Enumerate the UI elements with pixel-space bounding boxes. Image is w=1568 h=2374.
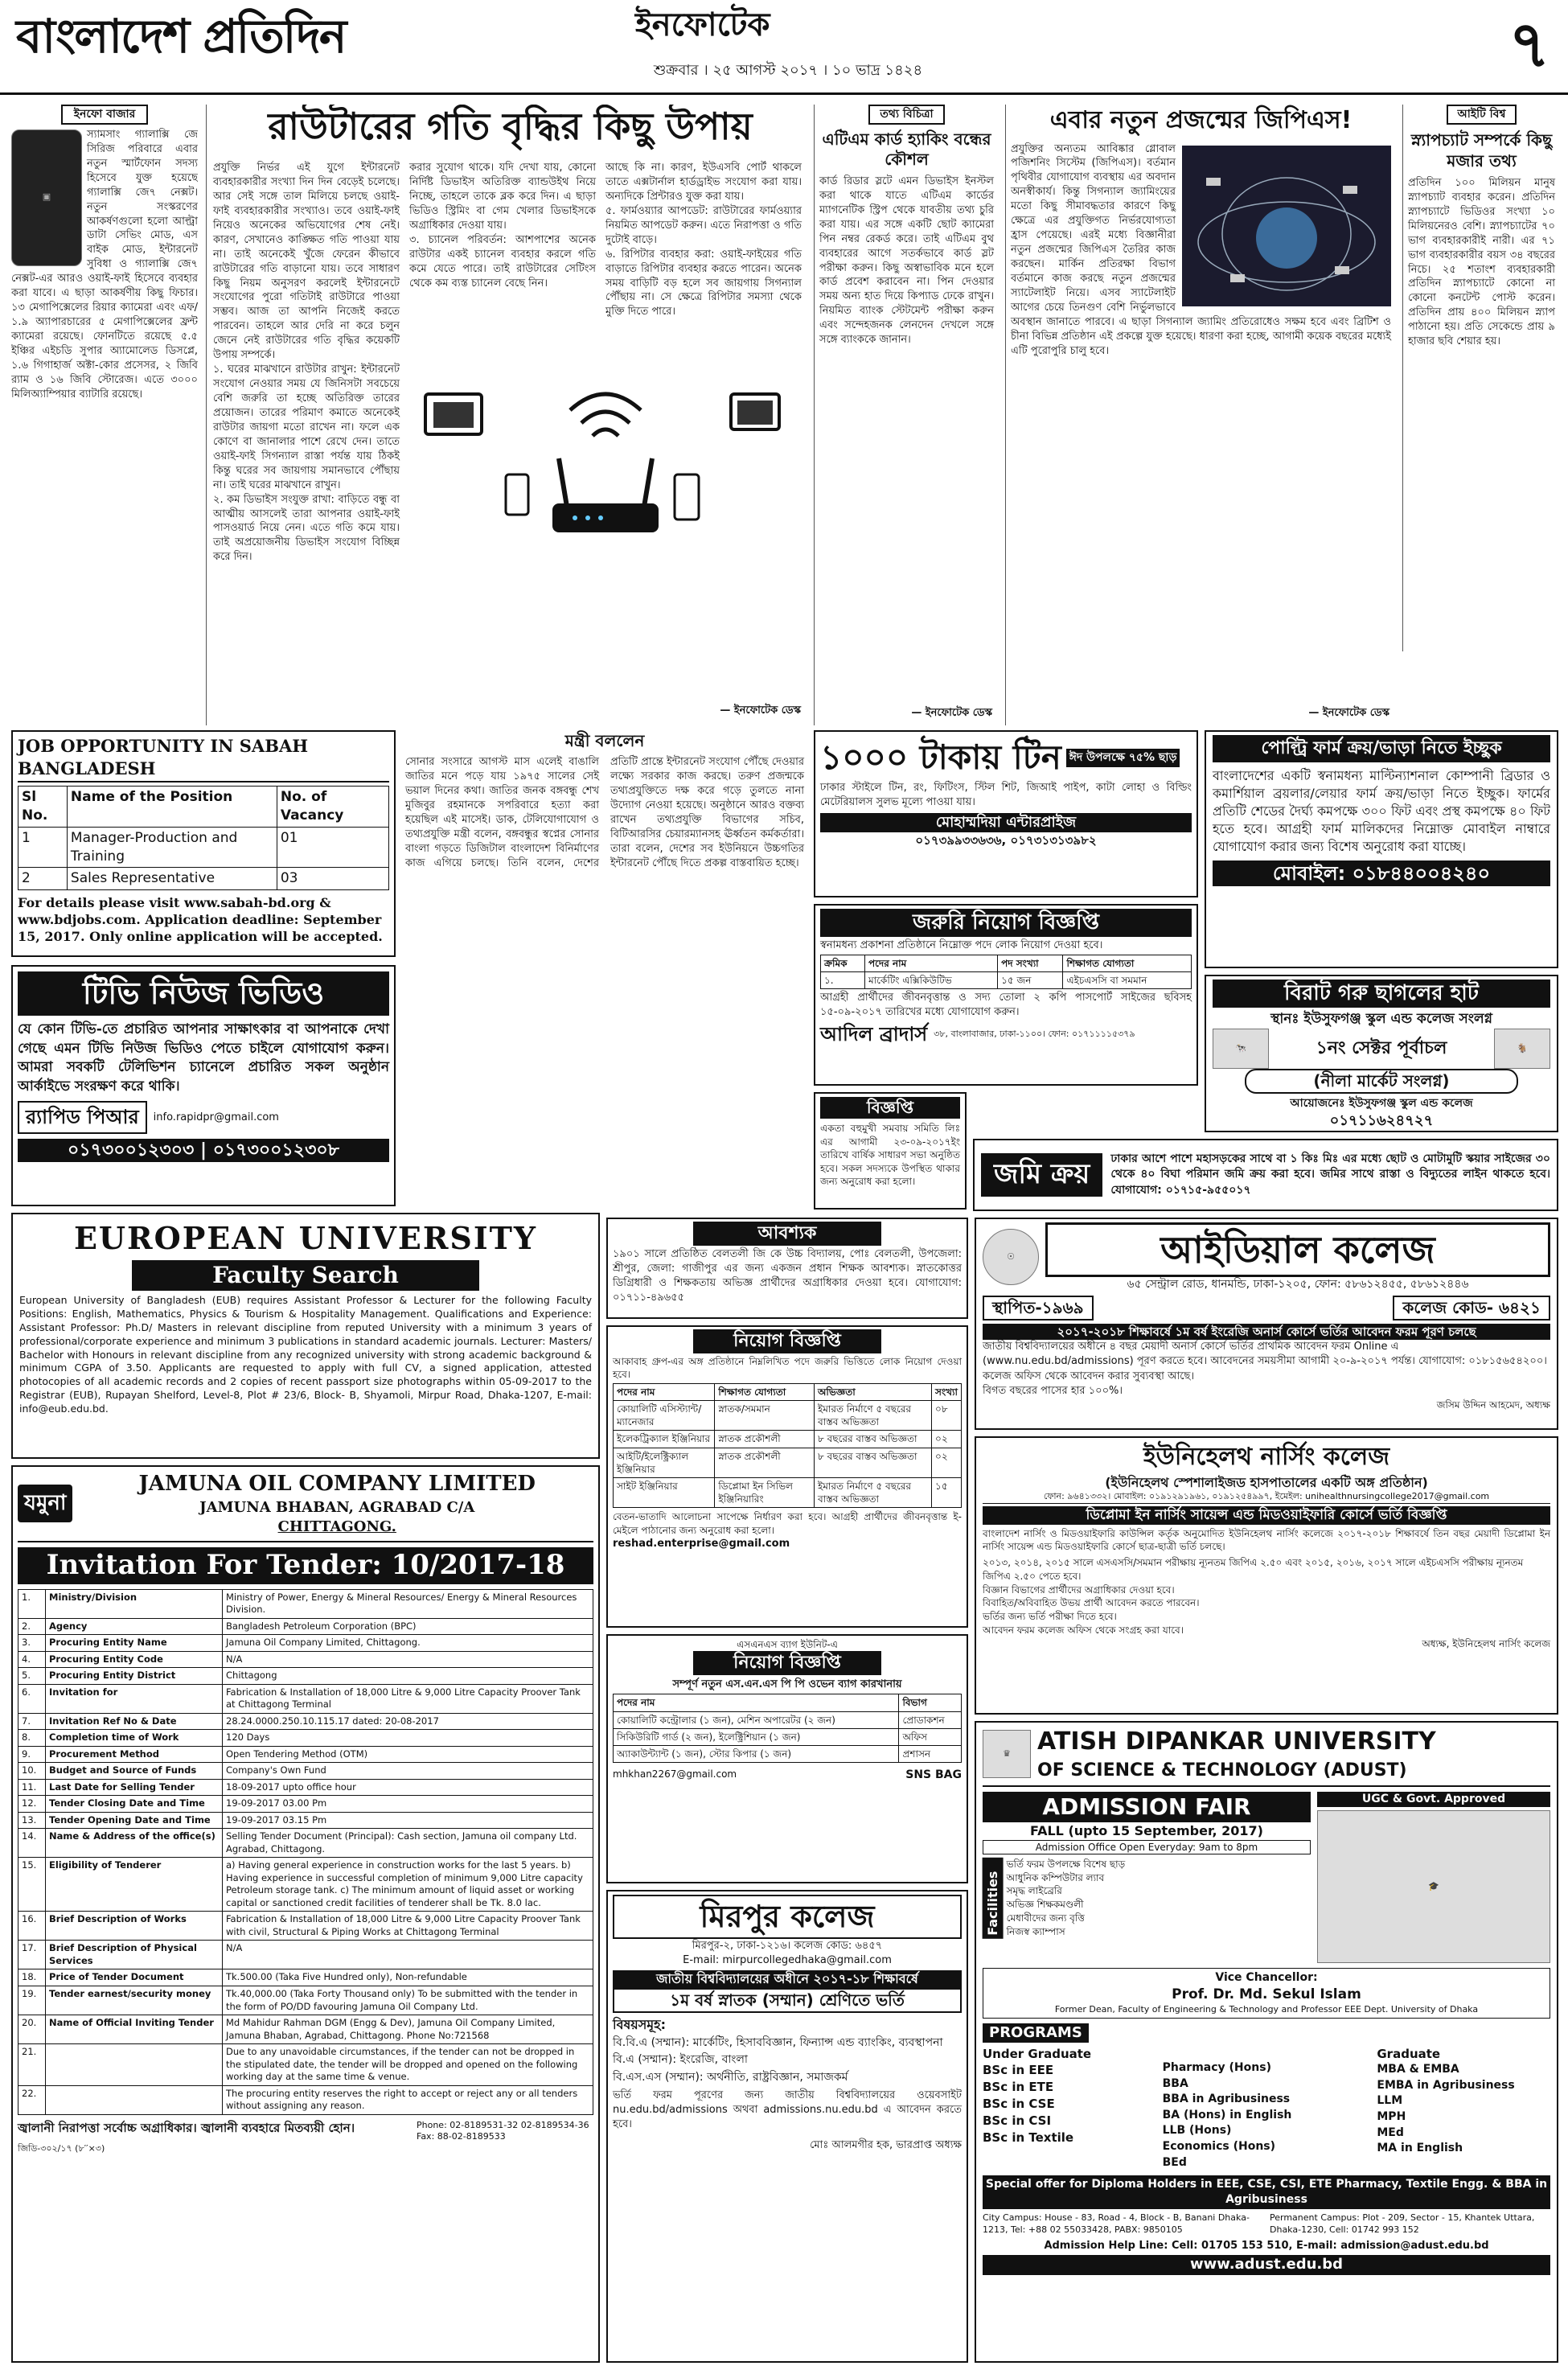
router-article (206, 105, 807, 725)
newspaper-logo: বাংলাদেশ প্রতিদিন (16, 9, 346, 64)
router-col-1: প্রযুক্তি নির্ভর এই যুগে ইন্টারনেট ব্যবহারকারীর সংখ্যা দিন দিন বেড়েই চলেছে। আর সেই সঙ্গে তাল মিলিয়ে চলছে ওয়াই-ফাই ব্যবহারকারীর সংখ্যাও। তবে ওয়াই-ফাই নিয়েও অনেকের অভিযোগের শেষ নেই। কারণ, সেখানেও কাঙ্ক্ষিত গতি পাওয়া যায় না। তাই অনেকেই খুঁজে ফেরেন কীভাবে রাউটারের গতি বাড়ানো যায়। তবে সাধারণ কিছু নিয়ম অনুসরণ করলেই ইন্টারনেটে সংযোগের পুরো গতিটাই রাউটারে পাওয়া সম্ভব। আজ তা আপনি নিজেই করতে পারবেন। তাহলে আর দেরি না করে চলুন জেনে নেই রাউটারের গতি বৃদ্ধির কয়েকটি উপায় সম্পর্কে। ১. ঘরের মাঝখানে রাউটার রাখুন: ইন্টারনেট সংযোগ নেওয়ার সময় যে জিনিসটা সবচেয়ে বেশি জরুরি তা হচ্ছে অতিরিক্ত তারের প্রয়োজন। তারের পরিমাণ কমাতে অনেকেই রাউটার জায়গা মতো রাখেন না। ফলে এক কোণে বা জানালার পাশে রেখে দেন। তাতে ওয়াই-ফাই সিগন্যাল রাস্তা পর্যন্ত যায় ঠিকই কিন্তু ঘরের সব জায়গায় সমানভাবে পৌঁছায় না। তাই ঘরের মাঝখানে রাখুন। ২. কম ডিভাইস সংযুক্ত রাখা: বাড়িতে বন্ধু বা আত্মীয় আসলেই তারা আপনার ওয়াই-ফাই পাসওয়ার্ড নিয়ে নেন। এতে গতি কমে যায়। তাই অপ্রয়োজনীয় ডিভাইস সংযোগ বিচ্ছিন্ন করে দিন। (213, 162, 400, 564)
jamuna-gd: জিডি-৩০২/১৭ (৮′′×৩) (18, 2143, 105, 2154)
table-row: 2. Agency Bangladesh Petroleum Corporation (BPC) (18, 1618, 593, 1635)
required-ad (606, 1218, 968, 1319)
table-row: 16. Brief Description of Works Fabrication & Installation of 18,000 Litre & 9,000 Litre Capacity Proover Tank with civil, Structural & Piping Works at Chittagong Terminal (18, 1912, 593, 1941)
mirpur-subjects (613, 2035, 962, 2086)
eub-ad (11, 1213, 600, 1459)
list-item: বিগত বছরের পাসের হার ১০০%। (983, 1384, 1123, 1397)
list-item: BSc in ETE (983, 2080, 1054, 2095)
eub-title: EUROPEAN UNIVERSITY (73, 1220, 538, 1256)
jamuna-logo: যমুনা (18, 1485, 72, 1522)
snapchat-text: প্রতিদিন ১০০ মিলিয়ন মানুষ স্ন্যাপচ্যাট ব্যবহার করেন। প্রতিদিন স্ন্যাপচ্যাটে ভিডিওর সংখ্যা ১০ মিলিয়নেরও বেশি। স্ন্যাপচ্যাটের ৭০ ভাগ ব্যবহারকারীই নারী। এর ৭১ ভাগ ব্যবহারকারীর বয়স ৩৪ বছরের নিচে। ২৫ শতাংশ ব্যবহারকারী প্রতিদিন স্ন্যাপচ্যাটে কোনো না কোনো কনটেন্ট পোস্ট করেন। প্রতিদিন প্রায় ৪০০ মিলিয়ন স্ন্যাপ পাঠানো হয়। প্রতি সেকেন্ডে প্রায় ৯ হাজার ছবি শেয়ার হয়। (1408, 176, 1555, 348)
jamuna-addr1: JAMUNA BHABAN, AGRABAD C/A (199, 1499, 475, 1517)
ideal-est: স্থাপিত-১৯৬৯ (983, 1296, 1094, 1320)
poultry-ad (1205, 730, 1558, 968)
adust-offer: Special offer for Diploma Holders in EEE, CSE, CSI, ETE Pharmacy, Textile Engg. & BBA in Agribusiness (983, 2175, 1550, 2209)
table-row: 10. Budget and Source of Funds Company's Own Fund (18, 1763, 593, 1780)
table-row: 4. Procuring Entity Code N/A (18, 1651, 593, 1668)
list-item: Pharmacy (Hons) (1162, 2061, 1271, 2075)
urgent-title: জরুরি নিয়োগ বিজ্ঞপ্তি (820, 909, 1192, 937)
table-row: 1. Ministry/Division Ministry of Power, Energy & Mineral Resources/ Energy & Mineral Resources Division. (18, 1589, 593, 1618)
col-header: পদের নাম (614, 1383, 715, 1400)
table-row: 1 Manager-Production and Training 01 (18, 827, 389, 868)
tin-brand: মোহাম্মদিয়া এন্টারপ্রাইজ (820, 813, 1192, 832)
table-row: কোয়ালিটি এসিস্ট্যান্ট/ম্যানেজার স্নাতক/সমমান ইমারত নির্মাণে ৫ বছরের বাস্তব অভিজ্ঞতা ০৮ (614, 1400, 962, 1430)
adust-ug-label: Under Graduate (983, 2047, 1092, 2062)
mirpur-text: ভর্তি ফরম পূরণের জন্য জাতীয় বিশ্ববিদ্যালয়ের ওয়েবসাইট nu.edu.bd/admissions অথবা admissions.nu.edu.bd এ আবেদন করতে হবে। (613, 2089, 962, 2131)
adust-vc-label: Vice Chancellor: (1215, 1971, 1318, 1985)
atm-headline: এটিএম কার্ড হ্যাকিং বন্ধের কৌশল (822, 129, 991, 169)
table-row: 3. Procuring Entity Name Jamuna Oil Company Limited, Chittagong. (18, 1635, 593, 1652)
mirpur-title: মিরপুর কলেজ (613, 1895, 962, 1939)
adust-grad-list (1377, 2062, 1550, 2157)
snapchat-headline: স্ন্যাপচ্যাট সম্পর্কে কিছু মজার তথ্য (1410, 129, 1553, 170)
list-item: BBA in Agribusiness (1162, 2093, 1291, 2106)
ideal-code: কলেজ কোড- ৬৪২১ (1393, 1296, 1550, 1320)
minister-article (402, 730, 807, 1152)
poultry-text: বাংলাদেশের একটি স্বনামধন্য মাল্টিন্যাশনাল কোম্পানী ব্রিডার ও কমার্শিয়াল ব্রয়লার/লেয়ার ফার্ম ক্রয়/ভাড়া নিতে ইচ্ছুক। ফার্মের প্রতিটি শেডের দৈর্ঘ্য কমপক্ষে ৩০০ ফিট এবং প্রস্থ কমপক্ষে ৪০ ফিট হতে হবে। আগ্রহী ফার্ম মালিকদের নিম্নোক্ত মোবাইল নাম্বারে যোগাযোগ করার জন্য বিশেষ অনুরোধ করা যাচ্ছে। (1213, 767, 1550, 854)
jamuna-slogan: জ্বালানী নিরাপত্তা সর্বোচ্চ অগ্রাধিকার। জ্বালানী ব্যবহারে মিতব্যয়ী হোন। (18, 2120, 355, 2135)
urgent-brand: আদিল ব্রাদার্স (820, 1023, 928, 1046)
snapchat-article (1402, 105, 1560, 651)
land-purchase-ad (973, 1139, 1558, 1211)
list-item: ভর্তির জন্য ভর্তি পরীক্ষা দিতে হবে। (983, 1611, 1117, 1623)
urgent-address: ৩৮, বাংলাবাজার, ঢাকা-১১০০। ফোন: ০১৭১১১১৫৩৭৯ (934, 1029, 1135, 1040)
table-row: সিকিউরিটি গার্ড (২ জন), ইলেক্ট্রিশিয়ান (১ জন) অফিস (614, 1728, 962, 1745)
list-item: কলেজ অফিস থেকে আবেদন করার সুব্যবস্থা আছে। (983, 1370, 1195, 1382)
list-item: BSc in Textile (983, 2130, 1074, 2146)
list-item: নিজস্ব ক্যাম্পাস (1006, 1925, 1065, 1937)
page-number: ৭ (1508, 7, 1550, 82)
adust-badge: UGC & Govt. Approved (1317, 1792, 1550, 1807)
adust-office: Admission Office Open Everyday: 9am to 8pm (983, 1840, 1311, 1854)
table-row: 18. Price of Tender Document Tk.500.00 (Taka Five Hundred only), Non-refundable (18, 1969, 593, 1986)
adust-facilities-label: Facilities (983, 1858, 1004, 1939)
table-row: 5. Procuring Entity District Chittagong (18, 1668, 593, 1685)
ideal-college-ad (975, 1218, 1558, 1430)
cattle-org: আয়োজনেঃ ইউসুফগঞ্জ স্কুল এন্ড কলেজ (1290, 1097, 1473, 1111)
cattle-sector: ১নং সেক্টর পূর্বাচল (1316, 1038, 1447, 1059)
info-bazar-text: স্যামসাং গ্যালাক্সি জে সিরিজ পরিবারে এবার নতুন স্মার্টফোন সদস্য হিসেবে যুক্ত হয়েছে গ্যালাক্সি জে৭ নেক্সট। নতুন সংস্করণের আকর্ষণগুলো হলো আল্ট্রা ডাটা সেভিং মোড, এস বাইক মোড, ইন্টারনেট সুবিধা ও গ্যালাক্সি জে৭ নেক্সট-এর আরও ওয়াই-ফাই হিসেবে ব্যবহার করা যাবে। এ ছাড়া আকর্ষণীয় কিছু ফিচার। ১৩ মেগাপিক্সেলের রিয়ার ক্যামেরা এবং এফ/১.৯ অ্যাপারচারের ৫ মেগাপিক্সেলের ফ্রন্ট ক্যামেরা রয়েছে। ফোনটিতে রয়েছে ৫.৫ ইঞ্চির এইচডি সুপার অ্যামোলেড ডিসপ্লে, ১.৬ গিগাহার্জ অক্টা-কোর প্রসেসর, ২ জিবি র‍্যাম ও ১৬ জিবি স্টোরেজ। এতে ৩০০০ মিলিঅ্যাম্পিয়ার ব্যাটারি রয়েছে। (11, 128, 198, 400)
urgent-recruit-ad (814, 904, 1198, 1086)
list-item: বিজ্ঞান বিভাগের প্রার্থীদের অগ্রাধিকার দেওয়া হবে। (983, 1583, 1175, 1596)
list-item: LLB (Hons) (1162, 2124, 1232, 2138)
unihealth-title: ইউনিহেলথ নার্সিং কলেজ (1143, 1443, 1390, 1471)
mirpur-course: ১ম বর্ষ স্নাতক (সম্মান) শ্রেণিতে ভর্তি (613, 1988, 962, 2013)
adust-website[interactable]: www.adust.edu.bd (983, 2255, 1550, 2274)
jamuna-company: JAMUNA OIL COMPANY LIMITED (138, 1472, 536, 1496)
list-item: বি.এ (সম্মান): ইংরেজি, বাংলা (613, 2053, 748, 2067)
list-item: MEd (1377, 2126, 1404, 2139)
appointment-ad (606, 1325, 968, 1628)
gps-headline: এবার নতুন প্রজন্মের জিপিএস! (1049, 106, 1353, 134)
urgent-text: আগ্রহী প্রার্থীদের জীবনবৃত্তান্ত ও সদ্য তোলা ২ কপি পাসপোর্ট সাইজের ছবিসহ ১৫-০৯-২০১৭ তারিখের মধ্যে যোগাযোগ করুন। (820, 992, 1192, 1019)
table-row: 6. Invitation for Fabrication & Installation of 18,000 Litre & 9,000 Litre Capacity Proover Tank at Chittagong Terminal (18, 1684, 593, 1713)
unihealth-points (983, 1556, 1550, 1637)
tin-ad (814, 730, 1198, 897)
cattle-sub: (নীলা মার্কেট সংলগ্ন) (1245, 1069, 1518, 1094)
eub-text: European University of Bangladesh (EUB) requires Assistant Professor & Lecturer for the following Faculty Positions: English, Mathematics, Physics & Tourism & Hospitality Management. Qualifications and Experience: Assistant Professor: Ph.D/ Masters in relevant discipline from reputed University with a minimum 3 years of professional/corporate experience and minimum 3 publications in standard academic journals. Lecturer: Masters/ Bachelor with Honours in relevant discipline from any recognized university with strong academic background & minimum CGPA of 3.50. Applicants are requested to apply with full CV, a signed application, attested photocopies of all academic records and 2 copies of recent passport size photographs within 05-09-2017 to the Registrar (EUB), Rupayan Shelford, Level-8, Plot # 23/6, Block- B, Shyamoli, Mirpur Road, Dhaka-1207, E-mail: info@eub.edu.bd. (19, 1294, 592, 1415)
list-item: MBA & EMBA (1377, 2063, 1459, 2076)
tin-text: ঢাকার স্টাইলে টিন, রং, ফিটিংস, স্টিল শিট, জিআই পাইপ, কাটা লোহা ও বিল্ডিং মেটেরিয়ালস সুলভ মূল্যে পাওয়া যায়। (820, 781, 1192, 808)
cattle-phone: ০১৭১১৬২৪৭২৭ (1329, 1111, 1434, 1129)
table-row: 7. Invitation Ref No & Date 28.24.0000.250.10.115.17 dated: 20-08-2017 (18, 1713, 593, 1730)
table-row: 15. Eligibility of Tenderer a) Having general experience in construction works for the last 5 years. b) Having experience in successful completion of minimum 9,000 Litre capacity Petroleum storage tank. c) The minimum amount of liquid asset or working capital or sanctioned credit facilities of tenderer shall be Tk. 8.0 lac. (18, 1858, 593, 1912)
adust-vc: Prof. Dr. Md. Sekul Islam (1172, 1986, 1361, 2002)
jamuna-phone: Phone: 02-8189531-32 02-8189534-36 Fax: 88-02-8189533 (417, 2119, 589, 2142)
col-header: পদ সংখ্যা (998, 955, 1063, 972)
notice-title: বিজ্ঞপ্তি (820, 1097, 960, 1119)
col-header: শিক্ষাগত যোগ্যতা (1063, 955, 1192, 972)
adust-name2: OF SCIENCE & TECHNOLOGY (ADUST) (1037, 1760, 1407, 1780)
unihealth-banner: ডিপ্লোমা ইন নার্সিং সায়েন্স এন্ড মিডওয়াইফারি কোর্সে ভর্তি বিজ্ঞপ্তি (983, 1506, 1550, 1525)
ideal-crest: ☉ (983, 1229, 1039, 1285)
notice-ad (814, 1092, 967, 1210)
adust-ad (975, 1721, 1558, 2363)
adust-helpline: Admission Help Line: Cell: 01705 153 510, E-mail: admission@adust.edu.bd (1044, 2239, 1489, 2252)
sns-top: এসএনএস ব্যাগ ইউনিট-এ (737, 1639, 838, 1650)
unihealth-text: বাংলাদেশ নার্সিং ও মিডওয়াইফারি কাউন্সিল কর্তৃক অনুমোদিত ইউনিহেলথ নার্সিং কলেজে ২০১৭-২০১৮ শিক্ষাবর্ষে তিন বছর মেয়াদী ডিপ্লোমা ইন নার্সিং সায়েন্স এন্ড মিডওয়াইফারি কোর্সে ছাত্র-ছাত্রী ভর্তি চলছে। (983, 1527, 1550, 1553)
adust-programs-label: PROGRAMS (983, 2023, 1089, 2043)
list-item: বিবাহিত/অবিবাহিত উভয় প্রার্থী আবেদন করতে পারবেন। (983, 1597, 1200, 1609)
unihealth-sub: (ইউনিহেলথ স্পেশালাইজড হাসপাতালের একটি অঙ্গ প্রতিষ্ঠান) (1105, 1474, 1428, 1490)
info-bazar-label: ইনফো বাজার (61, 105, 149, 125)
poultry-phone: মোবাইল: ০১৮৪৪০০৪২৪০ (1213, 860, 1550, 886)
col-header: Sl No. (18, 786, 68, 827)
snapchat-label: আইটি বিশ্ব (1447, 105, 1517, 125)
mirpur-sign: মোঃ আলমগীর হক, ভারপ্রাপ্ত অধ্যক্ষ (810, 2139, 962, 2152)
tv-news-email[interactable]: info.rapidpr@gmail.com (153, 1111, 279, 1123)
tin-title: ১০০০ টাকায় টিন (820, 737, 1061, 777)
list-item: BBA (1162, 2076, 1188, 2090)
list-item: BSc in CSE (983, 2097, 1055, 2112)
table-row: 2 Sales Representative 03 (18, 868, 389, 890)
sns-table (613, 1694, 962, 1763)
table-row: 12. Tender Closing Date and Time 19-09-2017 03.00 Pm (18, 1796, 593, 1813)
col-header: সংখ্যা (932, 1383, 962, 1400)
col-header: পদের নাম (614, 1694, 899, 1711)
col-header: অভিজ্ঞতা (815, 1383, 932, 1400)
gps-satellite-diagram (1182, 146, 1391, 306)
urgent-table (820, 955, 1192, 989)
adust-fair: ADMISSION FAIR (983, 1792, 1311, 1822)
adust-fall: FALL (upto 15 September, 2017) (1030, 1822, 1263, 1838)
cattle-title: বিরাট গরু ছাগলের হাট (1213, 980, 1550, 1008)
table-row: 20. Name of Official Inviting Tender Md Mahidur Rahman DGM (Engg & Dev), Jamuna Oil Company Limited, Jamuna Bhaban, Agrabad, Chittagong. Phone No:721568 (18, 2015, 593, 2044)
mirpur-banner: জাতীয় বিশ্ববিদ্যালয়ের অধীনে ২০১৭-১৮ শিক্ষাবর্ষে (613, 1970, 962, 1988)
list-item: MA in English (1377, 2142, 1463, 2155)
gps-text: প্রযুক্তির অন্যতম আবিষ্কার গ্লোবাল পজিশনিং সিস্টেম (জিপিএস)। বর্তমান পৃথিবীর যোগাযোগ ব্যবস্থায় এর অবদান অনস্বীকার্য। কিন্তু সিগন্যাল জ্যামিংয়ের মতো কিছু সীমাবদ্ধতার কারণে কিছু ক্ষেত্রে এর প্রযুক্তিগত নির্ভরযোগ্যতা হ্রাস পেয়েছে। এরই মধ্যে বিজ্ঞানীরা নতুন প্রজন্মের জিপিএস তৈরির কাজ করছেন। মার্কিন প্রতিরক্ষা বিভাগ বর্তমানে কাজ করছে নতুন প্রজন্মের স্যাটেলাইট নিয়ে। এসব স্যাটেলাইট আগের চেয়ে তিনগুণ বেশি নির্ভুলভাবে অবস্থান জানাতে পারবে। এ ছাড়া সিগন্যাল জ্যামিং প্রতিরোধেও সক্ষম হবে এবং ব্রিটিশ ও চীনা বিভিন্ন প্রতিষ্ঠান এই প্রকল্পে যুক্ত হয়েছে। ধারণা করা হচ্ছে, আগামী কয়েক বছরের মধ্যেই এটি পুরোপুরি চালু হবে। (1011, 142, 1391, 357)
urgent-intro: স্বনামধন্য প্রকাশনা প্রতিষ্ঠানে নিম্নোক্ত পদে লোক নিয়োগ দেওয়া হবে। (820, 939, 1103, 952)
list-item: BSc in EEE (983, 2063, 1054, 2078)
col-header: No. of Vacancy (277, 786, 388, 827)
col-header: বিভাগ (899, 1694, 962, 1711)
col-header: Name of the Position (67, 786, 277, 827)
appoint-intro: আকাবাহ গ্রুপ-এর অঙ্গ প্রতিষ্ঠানে নিম্নলিখিত পদে জরুরি ভিত্তিতে লোক নিয়োগ দেওয়া হবে। (613, 1355, 962, 1381)
land-title: জমি ক্রয় (981, 1153, 1102, 1197)
appoint-table (613, 1383, 962, 1509)
tv-news-phone: ০১৭৩০০১২৩০৩ | ০১৭৩০০১২৩০৮ (18, 1139, 389, 1163)
section-title: ইনফোটেক (635, 6, 770, 43)
job-sabah-ad (11, 730, 396, 957)
mirpur-email[interactable]: E-mail: mirpurcollegedhaka@gmail.com (683, 1953, 892, 1966)
tin-offer: ঈদ উপলক্ষে ৭৫% ছাড় (1066, 749, 1180, 767)
gps-credit: — ইনফোটেক ডেস্ক (1308, 707, 1389, 720)
tv-news-ad (11, 965, 396, 1206)
router-col-3: আছে কি না। কারণ, ইউএসবি পোর্ট থাকলে তাতে এক্সটার্নাল হার্ডড্রাইভ সংযোগ করা যায়। অন্যদিকে প্রিন্টারও যুক্ত করা যায়। ৫. ফার্মওয়্যার আপডেট: রাউটারের ফার্মওয়্যার নিয়মিত আপডেট করুন। এতে নিরাপত্তা ও গতি দুটোই বাড়ে। ৬. রিপিটার ব্যবহার করা: ওয়াই-ফাইয়ের গতি বাড়াতে রিপিটার ব্যবহার করতে পারেন। অনেক সময় বাড়িটি বড় হলে সব জায়গায় সিগন্যাল পৌঁছায় না। সে ক্ষেত্রে রিপিটার সমস্যা থেকে মুক্তি দিতে পারে। (605, 162, 802, 318)
list-item: Economics (Hons) (1162, 2140, 1276, 2154)
table-row: সাইট ইঞ্জিনিয়ার ডিপ্লোমা ইন সিভিল ইঞ্জিনিয়ারিং ইমারত নির্মাণে ৫ বছরের বাস্তব অভিজ্ঞতা ১৫ (614, 1477, 962, 1507)
table-row: 9. Procurement Method Open Tendering Method (OTM) (18, 1746, 593, 1763)
ideal-sign: জসিম উদ্দিন আহমেদ, অধ্যক্ষ (1436, 1399, 1550, 1411)
minister-text: সোনার সংসারে আগস্ট মাস এলেই বাঙালি জাতির মনে পড়ে যায় ১৯৭৫ সালের সেই ভয়াল দিনের কথা। জাতির জনক বঙ্গবন্ধু শেখ মুজিবুর রহমানকে সপরিবারে হত্যা করা হয়েছিল এই মাসেই। ডাক, টেলিযোগাযোগ ও তথ্যপ্রযুক্তি মন্ত্রী বলেন, বঙ্গবন্ধুর স্বপ্নের সোনার বাংলা গড়তে ডিজিটাল বাংলাদেশ বিনির্মাণের কাজ এগিয়ে চলছে। তিনি বলেন, দেশের প্রতিটি প্রান্তে ইন্টারনেট সংযোগ পৌঁছে দেওয়ার লক্ষ্যে সরকার কাজ করছে। তরুণ প্রজন্মকে তথ্যপ্রযুক্তিতে দক্ষ করে গড়ে তুলতে নানা উদ্যোগ নেওয়া হয়েছে। অনুষ্ঠানে আরও বক্তব্য রাখেন তথ্যপ্রযুক্তি বিভাগের সচিব, বিটিআরসির চেয়ারম্যানসহ ঊর্ধ্বতন কর্মকর্তারা। তারা বলেন, দেশের সব ইউনিয়নে উচ্চগতির ইন্টারনেট পৌঁছে দিতে প্রকল্প বাস্তবায়িত হচ্ছে। (405, 756, 804, 869)
masthead (0, 0, 1568, 95)
phone-image: ▣ (11, 129, 82, 266)
list-item: অভিজ্ঞ শিক্ষকমণ্ডলী (1006, 1899, 1084, 1911)
col-header: পদের নাম (864, 955, 997, 972)
unihealth-ad (975, 1436, 1558, 1715)
router-illustration (409, 370, 802, 547)
list-item: LLM (1377, 2094, 1403, 2108)
adust-grad-label: Graduate (1377, 2047, 1441, 2062)
minister-headline: মন্ত্রী বললেন (564, 731, 645, 750)
atm-text: কার্ড রিডার স্লটে এমন ডিভাইস ইনস্টল করা থাকে যাতে এটিএম কার্ডের ম্যাগনেটিক স্ট্রিপ থেকে যাবতীয় তথ্য চুরি করা যায়। এর সঙ্গে একটি ছোট ক্যামেরা পিন নম্বর রেকর্ড করে। তাই এটিএম বুথ ব্যবহারের আগে সতর্কভাবে কার্ড স্লট পরীক্ষা করুন। কিছু অস্বাভাবিক মনে হলে কার্ড প্রবেশ করাবেন না। পিন দেওয়ার সময় অন্য হাত দিয়ে কিপ্যাড ঢেকে রাখুন। নিয়মিত ব্যাংক স্টেটমেন্ট পরীক্ষা করুন এবং সন্দেহজনক লেনদেন দেখলে সঙ্গে সঙ্গে ব্যাংককে জানান। (819, 175, 994, 347)
jamuna-tender-table (18, 1589, 593, 2115)
adust-city-campus: City Campus: House - 83, Road - 4, Block - B, Banani Dhaka-1213, Tel: +88 02 55033428, PABX: 9850105 (983, 2212, 1250, 2235)
atm-label: তথ্য বিচিত্রা (868, 105, 944, 125)
info-bazar (11, 105, 198, 724)
adust-crest: ♛ (983, 1730, 1031, 1778)
table-row: 13. Tender Opening Date and Time 19-09-2017 03.15 Pm (18, 1812, 593, 1829)
ideal-title: আইডিয়াল কলেজ (1045, 1222, 1550, 1277)
table-row: 8. Completion time of Work 120 Days (18, 1730, 593, 1747)
appoint-email[interactable]: reshad.enterprise@gmail.com (613, 1538, 790, 1550)
table-row: ১. মার্কেটিং এক্সিকিউটিভ ১৫ জন এইচএসসি বা সমমান (821, 972, 1192, 989)
router-credit: — ইনফোটেক ডেস্ক (720, 704, 801, 717)
cattle-market-ad (1205, 975, 1558, 1132)
sns-brand: SNS BAG (905, 1768, 962, 1782)
list-item: বি.বি.এ (সম্মান): মার্কেটিং, হিসাববিজ্ঞান, ফিন্যান্স এন্ড ব্যাংকিং, ব্যবস্থাপনা (613, 2035, 943, 2049)
poultry-title: পোল্ট্রি ফার্ম ক্রয়/ভাড়া নিতে ইচ্ছুক (1213, 735, 1550, 762)
required-text: ১৯০১ সালে প্রতিষ্ঠিত বেলতলী জি কে উচ্চ বিদ্যালয়, পোঃ বেলতলী, উপজেলা: শ্রীপুর, জেলা: গাজীপুর এর জন্য একজন প্রধান শিক্ষক আবশ্যক। স্নাতকোত্তর ডিগ্রিধারী ও শিক্ষকতায় অভিজ্ঞ প্রার্থীদের অগ্রাধিকার দেওয়া হবে। যোগাযোগ: ০১৭১১-৪৯৬৫৫ (613, 1247, 962, 1304)
sns-title: নিয়োগ বিজ্ঞপ্তি (693, 1651, 881, 1675)
tv-news-text: যে কোন টিভি-তে প্রচারিত আপনার সাক্ষাৎকার বা আপনাকে দেখা গেছে এমন টিভি নিউজ ভিডিও পেতে চাইলে যোগাযোগ করুন। আমরা সবকটি টেলিভিশন চ্যানেলে প্রচারিত সকল অনুষ্ঠান আর্কাইভে সংরক্ষণ করে থাকি। (18, 1021, 389, 1095)
table-row: আইটি/ইলেক্ট্রিক্যাল ইঞ্জিনিয়ার স্নাতক প্রকৌশলী ৮ বছরের বাস্তব অভিজ্ঞতা ০২ (614, 1448, 962, 1477)
adust-name: ATISH DIPANKAR UNIVERSITY (1037, 1727, 1436, 1756)
unihealth-addr: ফোন: ৯৬৪১৩৩২। মোবাইল: ০১৯১২৯১৯৬১, ০১৯১২৫৪৯৯৭, ইমেইল: unihealthnursingcollege2017@gmail.com (983, 1491, 1550, 1504)
table-row: 14. Name & Address of the office(s) Selling Tender Document (Principal): Cash section, Jamuna oil company Ltd. Agrabad, Chittagong. (18, 1829, 593, 1858)
ideal-points (983, 1340, 1550, 1399)
eub-subtitle: Faculty Search (132, 1260, 479, 1291)
required-title: আবশ্যক (693, 1222, 881, 1246)
job-sabah-table (18, 786, 389, 891)
table-row: 22. The procuring entity reserves the right to accept or reject any or all tenders without assigning any reason. (18, 2085, 593, 2114)
dateline: শুক্রবার । ২৫ আগস্ট ২০১৭ । ১০ ভাদ্র ১৪২৪ (653, 62, 923, 79)
list-item: MPH (1377, 2110, 1406, 2124)
list-item: সমৃদ্ধ লাইব্রেরি (1006, 1885, 1062, 1897)
adust-ug-list (983, 2062, 1156, 2146)
gps-article (1005, 105, 1396, 725)
list-item: ২০১৩, ২০১৪, ২০১৫ সালে এসএসসি/সমমান পরীক্ষায় ন্যূনতম জিপিএ ২.৫০ এবং ২০১৫, ২০১৬, ২০১৭ সালে এইচএসসি পরীক্ষায় ন্যূনতম জিপিএ ২.৫০ পেতে হবে। (983, 1556, 1524, 1582)
land-text: ঢাকার আশে পাশে মহাসড়কের সাথে বা ১ কিঃ মিঃ এর মধ্যে ছোট ও মোটামুটি স্কয়ার সাইজের ৩০ থেকে ৪০ বিঘা পরিমান জমি ক্রয় করা হবে। জমির সাথে রাস্তা ও বিদ্যুতের লাইন থাকতে হবে। যোগাযোগ: ০১৭১৫-৯৫৫০১৭ (1110, 1152, 1550, 1197)
table-row: কোয়ালিটি কন্ট্রোলার (১ জন), মেশিন অপারেটর (২ জন) প্রোডাকশন (614, 1711, 962, 1728)
table-row: 19. Tender earnest/security money Tk.40,000.00 (Taka Forty Thousand only) To be submitted with the tender in the form of PO/DD favouring Jamuna Oil Company Ltd. (18, 1986, 593, 2015)
cattle-venue: স্থানঃ ইউসুফগঞ্জ স্কুল এন্ড কলেজ সংলগ্ন (1270, 1011, 1492, 1028)
sns-bag-ad (606, 1634, 968, 1883)
list-item: ভর্তি ফরম উপলক্ষে বিশেষ ছাড় (1006, 1858, 1126, 1870)
graduates-photo: 🎓 (1317, 1810, 1550, 1963)
cow-image: 🐄 (1213, 1029, 1269, 1069)
tin-phone: ০১৭৩৯৯৩৩৬৩৬, ০১৭৩১৩১৩৯৮২ (915, 832, 1097, 848)
list-item: আধুনিক কম্পিউটার ল্যাব (1006, 1871, 1105, 1883)
col-header: ক্রমিক (821, 955, 865, 972)
list-item: জাতীয় বিশ্ববিদ্যালয়ের অধীনে ৪ বছর মেয়াদী অনার্স কোর্সে ভর্তির প্রাথমিক আবেদন ফরম Online এ (www.nu.edu.bd/admissions) পূরণ করতে হবে। আবেদনের সময়সীমা আগামী ২০-৯-২০১৭ পর্যন্ত। যোগাযোগ: ০১৮১৫৬৫৪২০০। (983, 1341, 1547, 1368)
router-col-2: করার সুযোগ থাকে। যদি দেখা যায়, কোনো নির্দিষ্ট ডিভাইস অতিরিক্ত ব্যান্ডউইথ নিয়ে নিচ্ছে, তাহলে তাকে ব্লক করে দিন। এ ছাড়া ভিডিও স্ট্রিমিং বা গেম খেলার ডিভাইসকে অগ্রাধিকার দেওয়া যায়। ৩. চ্যানেল পরিবর্তন: আশপাশের অনেক রাউটার একই চ্যানেল ব্যবহার করলে গতি কমে যেতে পারে। তাই রাউটারের সেটিংস থেকে কম ব্যস্ত চ্যানেল বেছে নিন। (409, 162, 596, 290)
jamuna-tender-ad (11, 1465, 600, 2363)
list-item: BA (Hons) in English (1162, 2108, 1292, 2121)
job-sabah-footer: For details please visit www.sabah-bd.org & www.bdjobs.com. Application deadline: September 15, 2017. Only online application will be accepted. (18, 895, 383, 944)
tv-news-brand: র‍্যাপিড পিআর (18, 1101, 147, 1133)
unihealth-sign: অধ্যক্ষ, ইউনিহেলথ নার্সিং কলেজ (1422, 1637, 1550, 1649)
router-headline: রাউটারের গতি বৃদ্ধির কিছু উপায় (268, 105, 753, 148)
appoint-title: নিয়োগ বিজ্ঞপ্তি (693, 1329, 881, 1353)
ideal-banner: ২০১৭-২০১৮ শিক্ষাবর্ষে ১ম বর্ষ ইংরেজি অনার্স কোর্সে ভর্তির আবেদন ফরম পূরণ চলছে (983, 1324, 1550, 1340)
adust-perm-campus: Permanent Campus: Plot - 209, Sector - 15, Khantek Uttara, Dhaka-1230, Cell: 01742 993 152 (1270, 2212, 1535, 2235)
goat-image: 🐐 (1494, 1029, 1550, 1069)
table-row: 21. Due to any unavoidable circumstances, if the tender can not be dropped in the stipulated date, the tender will be dropped and opened on the following working day at the same time & venue. (18, 2044, 593, 2086)
mirpur-addr: মিরপুর-২, ঢাকা-১২১৬। কলেজ কোড: ৬৪৫৭ (692, 1940, 883, 1953)
adust-vc-note: Former Dean, Faculty of Engineering & Technology and Professor EEE Dept. University of Dhaka (1054, 2003, 1479, 2015)
jamuna-addr2: CHITTAGONG. (277, 1518, 396, 1536)
adust-facilities (1007, 1858, 1311, 1939)
list-item: BSc in CSI (983, 2113, 1052, 2129)
col-header: শিক্ষাগত যোগ্যতা (715, 1383, 815, 1400)
mirpur-subjects-label: বিষয়সমূহ: (613, 2016, 666, 2032)
jamuna-tender-title: Invitation For Tender: 10/2017-18 (18, 1547, 593, 1584)
list-item: মেধাবীদের জন্য বৃত্তি (1006, 1912, 1085, 1924)
list-item: EMBA in Agribusiness (1377, 2078, 1515, 2092)
mirpur-college-ad (606, 1890, 968, 2363)
job-sabah-title: JOB OPPORTUNITY IN SABAH BANGLADESH (18, 735, 389, 782)
sns-email[interactable]: mhkhan2267@gmail.com (613, 1768, 737, 1780)
list-item: আবেদন ফরম কলেজ অফিস থেকে সংগ্রহ করা যাবে। (983, 1624, 1184, 1636)
atm-credit: — ইনফোটেক ডেস্ক (911, 707, 992, 720)
table-row: অ্যাকাউন্ট্যান্ট (১ জন), স্টোর কিপার (১ জন) প্রশাসন (614, 1745, 962, 1762)
notice-text: একতা বহুমুখী সমবায় সমিতি লিঃ এর আগামী ২৩-০৯-২০১৭ইং তারিখে বার্ষিক সাধারণ সভা অনুষ্ঠিত হবে। সকল সদস্যকে উপস্থিত থাকার জন্য অনুরোধ করা হলো। (820, 1123, 960, 1188)
table-row: 17. Brief Description of Physical Services N/A (18, 1941, 593, 1969)
list-item: BEd (1162, 2155, 1187, 2169)
adust-ug2-list (1163, 2060, 1371, 2171)
sns-sub: সম্পূর্ণ নতুন এস.এন.এস পি পি ওভেন ব্যাগ কারখানায় (672, 1678, 902, 1690)
appoint-text: বেতন-ভাতাদি আলোচনা সাপেক্ষে নির্ধারণ করা হবে। আগ্রহী প্রার্থীদের জীবনবৃত্তান্ত ই-মেইলে পাঠানোর জন্য অনুরোধ করা হলো। (613, 1511, 962, 1536)
ideal-addr: ৬৫ সেন্ট্রাল রোড, ধানমন্ডি, ঢাকা-১২০৫, ফোন: ৫৮৬১২৪৫৫, ৫৮৬১২৪৪৬ (1127, 1278, 1469, 1292)
list-item: বি.এস.এস (সম্মান): অর্থনীতি, রাষ্ট্রবিজ্ঞান, সমাজকর্ম (613, 2070, 848, 2084)
tv-news-title: টিভি নিউজ ভিডিও (18, 971, 389, 1016)
table-row: ইলেকট্রিক্যাল ইঞ্জিনিয়ার স্নাতক প্রকৌশলী ৮ বছরের বাস্তব অভিজ্ঞতা ০২ (614, 1431, 962, 1448)
table-row: 11. Last Date for Selling Tender 18-09-2017 upto office hour (18, 1779, 593, 1796)
atm-article (814, 105, 999, 725)
